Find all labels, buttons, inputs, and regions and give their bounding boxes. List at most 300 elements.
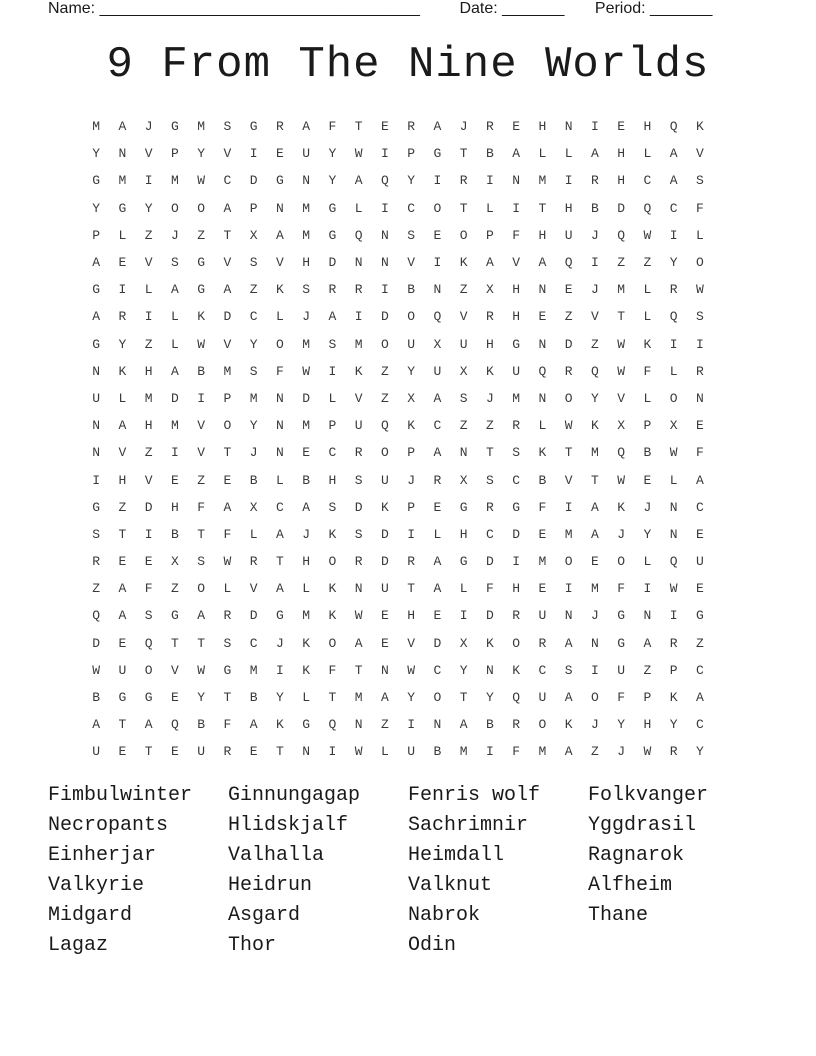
grid-letter[interactable]: K [512, 662, 521, 678]
grid-letter[interactable]: N [512, 173, 521, 189]
grid-letter[interactable]: G [223, 662, 232, 678]
grid-letter[interactable]: U [380, 581, 389, 597]
grid-letter[interactable]: O [564, 554, 573, 570]
grid-letter[interactable]: U [407, 336, 416, 352]
grid-letter[interactable]: M [538, 744, 547, 760]
grid-letter[interactable]: Z [197, 227, 206, 243]
grid-letter[interactable]: M [302, 227, 311, 243]
grid-letter[interactable]: R [695, 363, 704, 379]
grid-letter[interactable]: M [459, 744, 468, 760]
grid-letter[interactable]: C [485, 526, 494, 542]
grid-letter[interactable]: V [354, 390, 363, 406]
grid-letter[interactable]: M [92, 119, 101, 135]
grid-letter[interactable]: A [590, 146, 599, 162]
grid-letter[interactable]: R [354, 282, 363, 298]
grid-letter[interactable]: H [643, 717, 652, 733]
grid-letter[interactable]: Q [92, 608, 101, 624]
grid-letter[interactable]: L [459, 581, 468, 597]
grid-letter[interactable]: K [328, 608, 337, 624]
grid-letter[interactable]: R [485, 499, 494, 515]
grid-letter[interactable]: I [512, 554, 521, 570]
grid-letter[interactable]: A [118, 418, 127, 434]
grid-letter[interactable]: A [118, 608, 127, 624]
grid-letter[interactable]: C [407, 200, 416, 216]
grid-letter[interactable]: N [564, 608, 573, 624]
grid-letter[interactable]: N [275, 200, 284, 216]
grid-letter[interactable]: K [407, 418, 416, 434]
grid-letter[interactable]: Y [118, 336, 127, 352]
grid-letter[interactable]: G [118, 200, 127, 216]
grid-letter[interactable]: M [564, 526, 573, 542]
grid-letter[interactable]: Y [643, 526, 652, 542]
grid-letter[interactable]: H [512, 309, 521, 325]
grid-letter[interactable]: A [433, 390, 442, 406]
grid-letter[interactable]: U [459, 336, 468, 352]
grid-letter[interactable]: I [564, 499, 573, 515]
grid-letter[interactable]: I [564, 173, 573, 189]
grid-letter[interactable]: Y [669, 717, 678, 733]
grid-letter[interactable]: M [302, 336, 311, 352]
grid-letter[interactable]: R [249, 554, 258, 570]
grid-letter[interactable]: B [643, 445, 652, 461]
grid-letter[interactable]: M [249, 390, 258, 406]
grid-letter[interactable]: I [118, 282, 127, 298]
grid-letter[interactable]: X [249, 499, 258, 515]
grid-letter[interactable]: Z [380, 390, 389, 406]
grid-letter[interactable]: R [459, 173, 468, 189]
grid-letter[interactable]: L [118, 390, 127, 406]
grid-letter[interactable]: T [538, 200, 547, 216]
grid-letter[interactable]: A [695, 472, 704, 488]
grid-letter[interactable]: M [302, 608, 311, 624]
grid-letter[interactable]: E [433, 227, 442, 243]
grid-letter[interactable]: F [328, 662, 337, 678]
grid-letter[interactable]: Y [197, 690, 206, 706]
grid-letter[interactable]: G [197, 282, 206, 298]
grid-letter[interactable]: E [433, 608, 442, 624]
grid-letter[interactable]: G [328, 227, 337, 243]
grid-letter[interactable]: A [564, 744, 573, 760]
grid-letter[interactable]: A [302, 499, 311, 515]
grid-letter[interactable]: Y [249, 336, 258, 352]
grid-letter[interactable]: H [617, 146, 626, 162]
grid-letter[interactable]: I [512, 200, 521, 216]
period-field[interactable]: Period: _______ [594, 0, 713, 17]
grid-letter[interactable]: A [380, 690, 389, 706]
grid-letter[interactable]: K [617, 499, 626, 515]
grid-letter[interactable]: Y [328, 146, 337, 162]
grid-letter[interactable]: C [643, 173, 652, 189]
grid-letter[interactable]: I [564, 581, 573, 597]
grid-letter[interactable]: I [433, 255, 442, 271]
grid-letter[interactable]: V [197, 418, 206, 434]
grid-letter[interactable]: P [643, 418, 652, 434]
grid-letter[interactable]: S [695, 309, 704, 325]
grid-letter[interactable]: N [92, 418, 101, 434]
grid-letter[interactable]: J [590, 227, 599, 243]
grid-letter[interactable]: G [617, 635, 626, 651]
grid-letter[interactable]: A [695, 690, 704, 706]
grid-letter[interactable]: U [197, 744, 206, 760]
grid-letter[interactable]: J [459, 119, 468, 135]
grid-letter[interactable]: T [407, 581, 416, 597]
grid-letter[interactable]: V [144, 255, 153, 271]
grid-letter[interactable]: E [538, 309, 547, 325]
grid-letter[interactable]: H [459, 526, 468, 542]
grid-letter[interactable]: A [118, 119, 127, 135]
grid-letter[interactable]: I [354, 309, 363, 325]
grid-letter[interactable]: O [433, 200, 442, 216]
grid-letter[interactable]: E [144, 554, 153, 570]
grid-letter[interactable]: I [590, 255, 599, 271]
grid-letter[interactable]: T [118, 717, 127, 733]
grid-letter[interactable]: Z [92, 581, 101, 597]
grid-letter[interactable]: S [249, 363, 258, 379]
grid-letter[interactable]: T [459, 200, 468, 216]
grid-letter[interactable]: J [643, 499, 652, 515]
grid-letter[interactable]: O [433, 690, 442, 706]
grid-letter[interactable]: G [144, 690, 153, 706]
grid-letter[interactable]: E [538, 526, 547, 542]
grid-letter[interactable]: Z [695, 635, 704, 651]
grid-letter[interactable]: I [590, 119, 599, 135]
date-field[interactable]: Date: _______ [459, 0, 565, 17]
grid-letter[interactable]: C [223, 173, 232, 189]
grid-letter[interactable]: A [590, 526, 599, 542]
grid-letter[interactable]: U [92, 390, 101, 406]
grid-letter[interactable]: E [118, 255, 127, 271]
grid-letter[interactable]: K [197, 309, 206, 325]
grid-letter[interactable]: E [643, 472, 652, 488]
grid-letter[interactable]: V [249, 581, 258, 597]
grid-letter[interactable]: M [354, 690, 363, 706]
grid-letter[interactable]: O [380, 445, 389, 461]
grid-letter[interactable]: T [485, 445, 494, 461]
grid-letter[interactable]: W [643, 744, 652, 760]
grid-letter[interactable]: D [144, 499, 153, 515]
grid-letter[interactable]: M [512, 390, 521, 406]
grid-letter[interactable]: V [512, 255, 521, 271]
grid-letter[interactable]: V [695, 146, 704, 162]
grid-letter[interactable]: H [512, 581, 521, 597]
grid-letter[interactable]: T [197, 635, 206, 651]
grid-letter[interactable]: E [275, 146, 284, 162]
grid-letter[interactable]: O [617, 554, 626, 570]
grid-letter[interactable]: F [512, 744, 521, 760]
grid-letter[interactable]: N [590, 635, 599, 651]
grid-letter[interactable]: V [275, 255, 284, 271]
grid-letter[interactable]: L [695, 227, 704, 243]
grid-letter[interactable]: T [197, 526, 206, 542]
grid-letter[interactable]: W [354, 146, 363, 162]
grid-letter[interactable]: I [197, 390, 206, 406]
grid-letter[interactable]: W [354, 608, 363, 624]
grid-letter[interactable]: I [380, 146, 389, 162]
grid-letter[interactable]: O [407, 309, 416, 325]
grid-letter[interactable]: I [328, 363, 337, 379]
grid-letter[interactable]: L [170, 309, 179, 325]
grid-letter[interactable]: K [354, 363, 363, 379]
grid-letter[interactable]: O [328, 554, 337, 570]
grid-letter[interactable]: I [407, 717, 416, 733]
grid-letter[interactable]: M [590, 445, 599, 461]
grid-letter[interactable]: K [328, 581, 337, 597]
grid-letter[interactable]: S [564, 662, 573, 678]
grid-letter[interactable]: I [170, 445, 179, 461]
grid-letter[interactable]: P [407, 146, 416, 162]
grid-letter[interactable]: I [275, 662, 284, 678]
grid-letter[interactable]: A [92, 255, 101, 271]
grid-letter[interactable]: U [617, 662, 626, 678]
grid-letter[interactable]: U [433, 363, 442, 379]
grid-letter[interactable]: V [459, 309, 468, 325]
grid-letter[interactable]: O [380, 336, 389, 352]
grid-letter[interactable]: L [380, 744, 389, 760]
grid-letter[interactable]: Z [144, 445, 153, 461]
grid-letter[interactable]: E [380, 608, 389, 624]
grid-letter[interactable]: V [223, 255, 232, 271]
grid-letter[interactable]: Q [564, 255, 573, 271]
grid-letter[interactable]: A [564, 690, 573, 706]
grid-letter[interactable]: X [485, 282, 494, 298]
grid-letter[interactable]: Z [144, 336, 153, 352]
grid-letter[interactable]: E [433, 499, 442, 515]
grid-letter[interactable]: K [118, 363, 127, 379]
grid-letter[interactable]: E [118, 744, 127, 760]
grid-letter[interactable]: L [302, 690, 311, 706]
grid-letter[interactable]: Y [197, 146, 206, 162]
grid-letter[interactable]: H [407, 608, 416, 624]
grid-letter[interactable]: G [459, 554, 468, 570]
grid-letter[interactable]: G [92, 173, 101, 189]
grid-letter[interactable]: R [354, 554, 363, 570]
grid-letter[interactable]: Y [92, 146, 101, 162]
grid-letter[interactable]: E [170, 690, 179, 706]
grid-letter[interactable]: B [249, 472, 258, 488]
grid-letter[interactable]: W [197, 662, 206, 678]
grid-letter[interactable]: M [118, 173, 127, 189]
grid-letter[interactable]: J [407, 472, 416, 488]
grid-letter[interactable]: K [302, 635, 311, 651]
grid-letter[interactable]: T [223, 445, 232, 461]
grid-letter[interactable]: R [512, 418, 521, 434]
grid-letter[interactable]: Y [669, 255, 678, 271]
grid-letter[interactable]: U [538, 690, 547, 706]
grid-letter[interactable]: W [354, 744, 363, 760]
grid-letter[interactable]: I [433, 173, 442, 189]
grid-letter[interactable]: F [512, 227, 521, 243]
grid-letter[interactable]: Z [170, 581, 179, 597]
grid-letter[interactable]: T [328, 690, 337, 706]
grid-letter[interactable]: Z [617, 255, 626, 271]
grid-letter[interactable]: N [275, 390, 284, 406]
grid-letter[interactable]: F [538, 499, 547, 515]
grid-letter[interactable]: G [302, 717, 311, 733]
grid-letter[interactable]: N [275, 418, 284, 434]
grid-letter[interactable]: N [538, 336, 547, 352]
grid-letter[interactable]: L [485, 200, 494, 216]
grid-letter[interactable]: W [617, 336, 626, 352]
grid-letter[interactable]: N [433, 717, 442, 733]
grid-letter[interactable]: W [669, 445, 678, 461]
grid-letter[interactable]: G [249, 119, 258, 135]
grid-letter[interactable]: T [118, 526, 127, 542]
grid-letter[interactable]: H [643, 119, 652, 135]
grid-letter[interactable]: S [223, 119, 232, 135]
grid-letter[interactable]: H [617, 173, 626, 189]
grid-letter[interactable]: E [302, 445, 311, 461]
grid-letter[interactable]: O [328, 635, 337, 651]
grid-letter[interactable]: E [170, 744, 179, 760]
grid-letter[interactable]: J [617, 526, 626, 542]
grid-letter[interactable]: U [92, 744, 101, 760]
grid-letter[interactable]: K [275, 717, 284, 733]
grid-letter[interactable]: I [669, 227, 678, 243]
grid-letter[interactable]: K [275, 282, 284, 298]
grid-letter[interactable]: O [538, 717, 547, 733]
grid-letter[interactable]: F [485, 581, 494, 597]
grid-letter[interactable]: V [118, 445, 127, 461]
grid-letter[interactable]: P [170, 146, 179, 162]
grid-letter[interactable]: H [538, 119, 547, 135]
grid-letter[interactable]: B [92, 690, 101, 706]
grid-letter[interactable]: P [249, 200, 258, 216]
grid-letter[interactable]: Z [459, 418, 468, 434]
grid-letter[interactable]: K [459, 255, 468, 271]
grid-letter[interactable]: A [669, 173, 678, 189]
grid-letter[interactable]: Y [459, 662, 468, 678]
grid-letter[interactable]: J [590, 608, 599, 624]
grid-letter[interactable]: N [118, 146, 127, 162]
grid-letter[interactable]: Y [249, 418, 258, 434]
grid-letter[interactable]: A [433, 581, 442, 597]
grid-letter[interactable]: E [223, 472, 232, 488]
grid-letter[interactable]: A [538, 255, 547, 271]
grid-letter[interactable]: R [669, 744, 678, 760]
grid-letter[interactable]: U [118, 662, 127, 678]
grid-letter[interactable]: Q [617, 227, 626, 243]
grid-letter[interactable]: S [223, 635, 232, 651]
grid-letter[interactable]: D [249, 173, 258, 189]
grid-letter[interactable]: R [118, 309, 127, 325]
grid-letter[interactable]: A [249, 717, 258, 733]
grid-letter[interactable]: Q [590, 363, 599, 379]
grid-letter[interactable]: J [144, 119, 153, 135]
grid-letter[interactable]: A [512, 146, 521, 162]
grid-letter[interactable]: C [669, 200, 678, 216]
grid-letter[interactable]: G [197, 255, 206, 271]
grid-letter[interactable]: L [538, 146, 547, 162]
grid-letter[interactable]: I [92, 472, 101, 488]
grid-letter[interactable]: Z [590, 336, 599, 352]
grid-letter[interactable]: H [538, 227, 547, 243]
grid-letter[interactable]: Y [617, 717, 626, 733]
grid-letter[interactable]: Q [669, 309, 678, 325]
grid-letter[interactable]: I [695, 336, 704, 352]
grid-letter[interactable]: Y [407, 173, 416, 189]
grid-letter[interactable]: P [223, 390, 232, 406]
grid-letter[interactable]: R [669, 282, 678, 298]
grid-letter[interactable]: T [275, 744, 284, 760]
grid-letter[interactable]: D [512, 526, 521, 542]
grid-letter[interactable]: Z [459, 282, 468, 298]
grid-letter[interactable]: E [512, 119, 521, 135]
grid-letter[interactable]: X [459, 472, 468, 488]
grid-letter[interactable]: A [459, 717, 468, 733]
grid-letter[interactable]: N [433, 282, 442, 298]
grid-letter[interactable]: Q [354, 227, 363, 243]
grid-letter[interactable]: I [485, 173, 494, 189]
grid-letter[interactable]: X [249, 227, 258, 243]
grid-letter[interactable]: D [380, 309, 389, 325]
grid-letter[interactable]: A [485, 255, 494, 271]
grid-letter[interactable]: T [459, 690, 468, 706]
grid-letter[interactable]: J [485, 390, 494, 406]
grid-letter[interactable]: I [669, 608, 678, 624]
grid-letter[interactable]: E [538, 581, 547, 597]
grid-letter[interactable]: T [223, 690, 232, 706]
grid-letter[interactable]: K [669, 690, 678, 706]
grid-letter[interactable]: N [354, 717, 363, 733]
grid-letter[interactable]: Q [617, 445, 626, 461]
grid-letter[interactable]: E [695, 526, 704, 542]
grid-letter[interactable]: C [695, 717, 704, 733]
grid-letter[interactable]: R [669, 635, 678, 651]
grid-letter[interactable]: A [433, 445, 442, 461]
grid-letter[interactable]: Z [118, 499, 127, 515]
grid-letter[interactable]: A [223, 282, 232, 298]
grid-letter[interactable]: G [92, 499, 101, 515]
grid-letter[interactable]: N [538, 282, 547, 298]
grid-letter[interactable]: J [590, 282, 599, 298]
grid-letter[interactable]: M [197, 119, 206, 135]
grid-letter[interactable]: N [354, 255, 363, 271]
grid-letter[interactable]: E [695, 418, 704, 434]
grid-letter[interactable]: R [564, 363, 573, 379]
grid-letter[interactable]: B [170, 526, 179, 542]
grid-letter[interactable]: N [354, 581, 363, 597]
grid-letter[interactable]: J [302, 309, 311, 325]
grid-letter[interactable]: F [223, 526, 232, 542]
grid-letter[interactable]: D [380, 554, 389, 570]
grid-letter[interactable]: E [617, 119, 626, 135]
grid-letter[interactable]: R [275, 119, 284, 135]
grid-letter[interactable]: L [643, 282, 652, 298]
grid-letter[interactable]: V [144, 472, 153, 488]
grid-letter[interactable]: J [275, 635, 284, 651]
grid-letter[interactable]: A [354, 635, 363, 651]
grid-letter[interactable]: N [302, 744, 311, 760]
grid-letter[interactable]: Q [380, 173, 389, 189]
grid-letter[interactable]: I [485, 744, 494, 760]
grid-letter[interactable]: L [144, 282, 153, 298]
grid-letter[interactable]: A [354, 173, 363, 189]
grid-letter[interactable]: C [249, 635, 258, 651]
grid-letter[interactable]: T [617, 309, 626, 325]
grid-letter[interactable]: L [433, 526, 442, 542]
grid-letter[interactable]: F [617, 690, 626, 706]
grid-letter[interactable]: A [92, 717, 101, 733]
grid-letter[interactable]: H [302, 554, 311, 570]
grid-letter[interactable]: U [695, 554, 704, 570]
grid-letter[interactable]: E [249, 744, 258, 760]
grid-letter[interactable]: P [407, 499, 416, 515]
grid-letter[interactable]: K [695, 119, 704, 135]
grid-letter[interactable]: E [695, 581, 704, 597]
grid-letter[interactable]: S [485, 472, 494, 488]
grid-letter[interactable]: S [328, 336, 337, 352]
grid-letter[interactable]: N [92, 363, 101, 379]
